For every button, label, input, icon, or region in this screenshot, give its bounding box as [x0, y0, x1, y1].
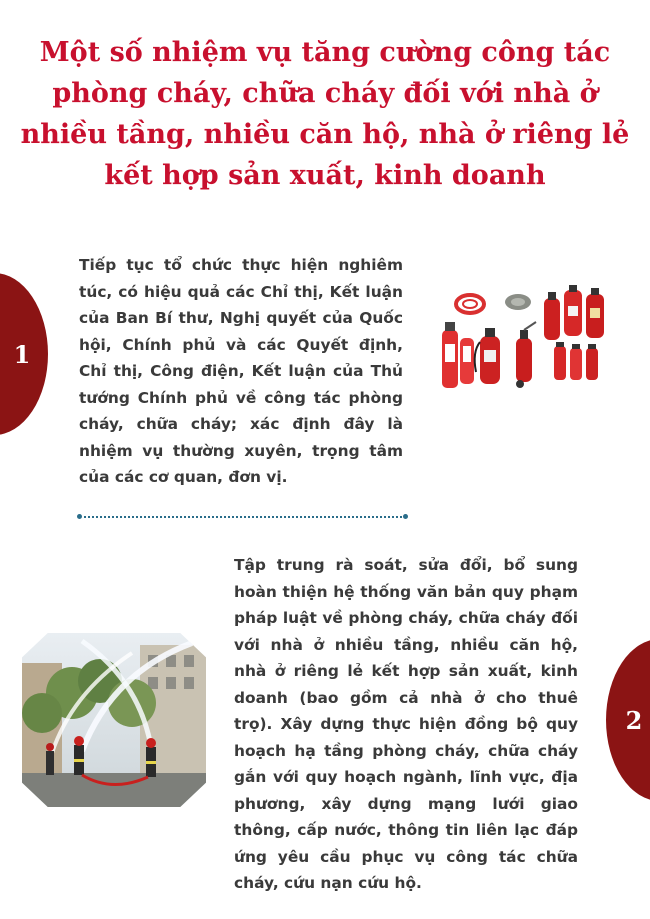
task-paragraph-1: Tiếp tục tổ chức thực hiện nghiêm túc, có hiệu quả các Chỉ thị, Kết luận của Ban Bí thư, Nghị quyết của Quốc hội, Chính phủ và các Quyết định, Chỉ thị, Công điện, Kết luận của Thủ tướng Chính phủ về công tác phòng cháy, chữa cháy; xác định đây là nhiệm vụ thường xuyên, trọng tâm của các cơ quan, đơn vị.: [79, 256, 403, 486]
title-line: phòng cháy, chữa cháy đối với nhà ở: [52, 78, 598, 110]
number-label-2: 2: [625, 706, 643, 735]
title-line: kết hợp sản xuất, kinh doanh: [104, 160, 546, 192]
fire-extinguishers-illustration: [436, 282, 614, 392]
firefighters-spraying-water-photo: [22, 633, 206, 807]
title-line: Một số nhiệm vụ tăng cường công tác: [39, 37, 611, 69]
number-label-1: 1: [13, 340, 31, 369]
title-line: nhiều tầng, nhiều căn hộ, nhà ở riêng lẻ: [20, 119, 630, 151]
task-paragraph-2: Tập trung rà soát, sửa đổi, bổ sung hoàn thiện hệ thống văn bản quy phạm pháp luật về phòng cháy, chữa cháy đối với nhà ở nhiều tầng, nhiều căn hộ, nhà ở riêng lẻ kết hợp sản xuất, kinh doanh (bao gồm cả nhà ở cho thuê trọ). Xây dựng thực hiện đồng bộ quy hoạch hạ tầng phòng cháy, chữa cháy gắn với quy hoạch ngành, lĩnh vực, địa phương, xây dựng mạng lưới giao thông, cấp nước, thông tin liên lạc đáp ứng yêu cầu phục vụ công tác chữa cháy, cứu nạn cứu hộ.: [234, 556, 578, 892]
page-title: [0, 32, 650, 196]
section-divider: [79, 516, 406, 518]
